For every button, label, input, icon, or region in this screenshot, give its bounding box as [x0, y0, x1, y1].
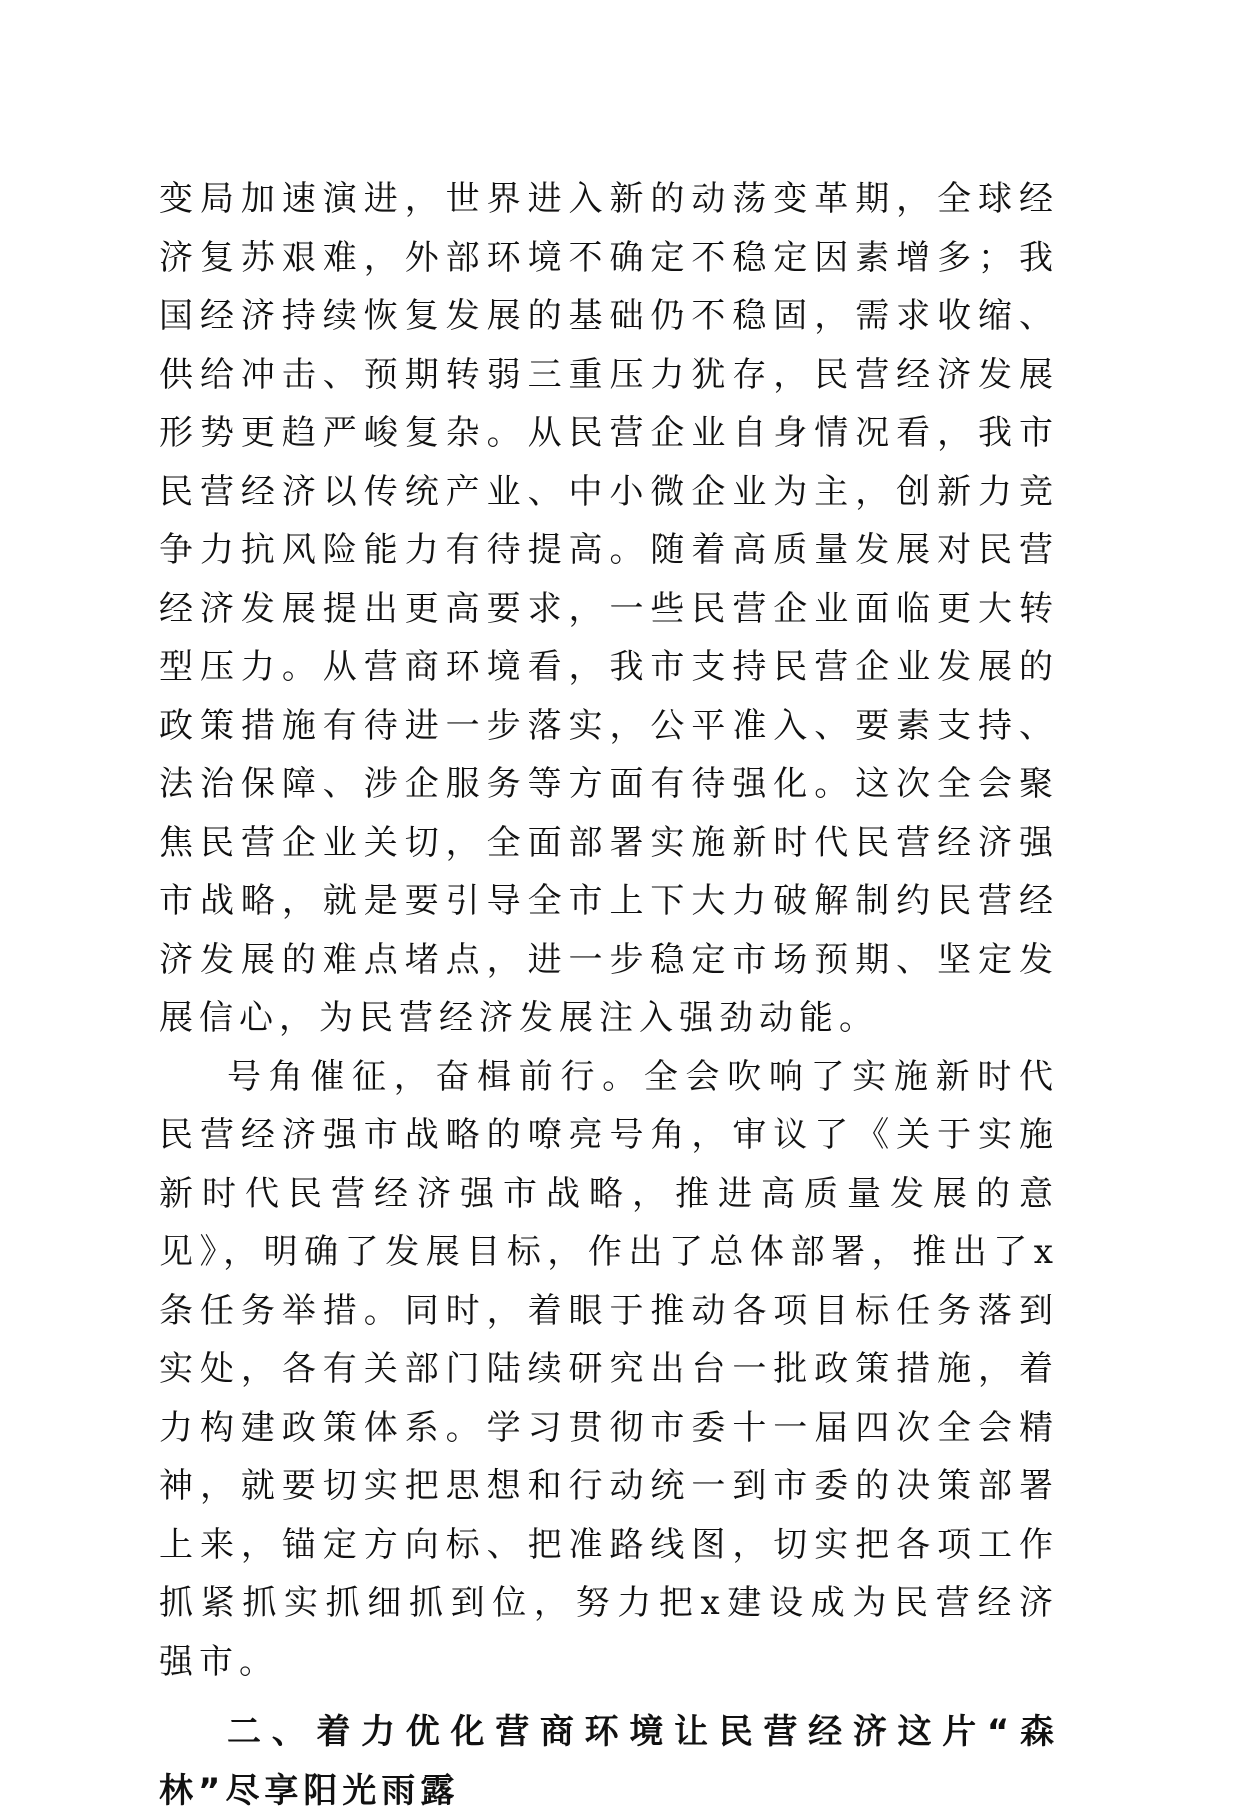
document-body: [159, 170, 1059, 1820]
body-paragraph: 号角催征，奋楫前行。全会吹响了实施新时代民营经济强市战略的嘹亮号角，审议了《关于实施新时代民营经济强市战略，推进高质量发展的意见》，明确了发展目标，作出了总体部署，推出了x条任务举措。同时，着眼于推动各项目标任务落到实处，各有关部门陆续研究出台一批政策措施，着力构建政策体系。学习贯彻市委十一届四次全会精神，就要切实把思想和行动统一到市委的决策部署上来，锚定方向标、把准路线图，切实把各项工作抓紧抓实抓细抓到位，努力把x建设成为民营经济强市。: [159, 1056, 1059, 1682]
section-heading: 二、着力优化营商环境让民营经济这片“森林”尽享阳光雨露: [159, 1712, 1059, 1811]
body-paragraph-continued: 变局加速演进，世界进入新的动荡变革期，全球经济复苏艰难，外部环境不确定不稳定因素增多；我国经济持续恢复发展的基础仍不稳固，需求收缩、供给冲击、预期转弱三重压力犹存，民营经济发展形势更趋严峻复杂。从民营企业自身情况看，我市民营经济以传统产业、中小微企业为主，创新力竞争力抗风险能力有待提高。随着高质量发展对民营经济发展提出更高要求，一些民营企业面临更大转型压力。从营商环境看，我市支持民营企业发展的政策措施有待进一步落实，公平准入、要素支持、法治保障、涉企服务等方面有待强化。这次全会聚焦民营企业关切，全面部署实施新时代民营经济强市战略，就是要引导全市上下大力破解制约民营经济发展的难点堵点，进一步稳定市场预期、坚定发展信心，为民营经济发展注入强劲动能。: [159, 179, 1059, 1038]
